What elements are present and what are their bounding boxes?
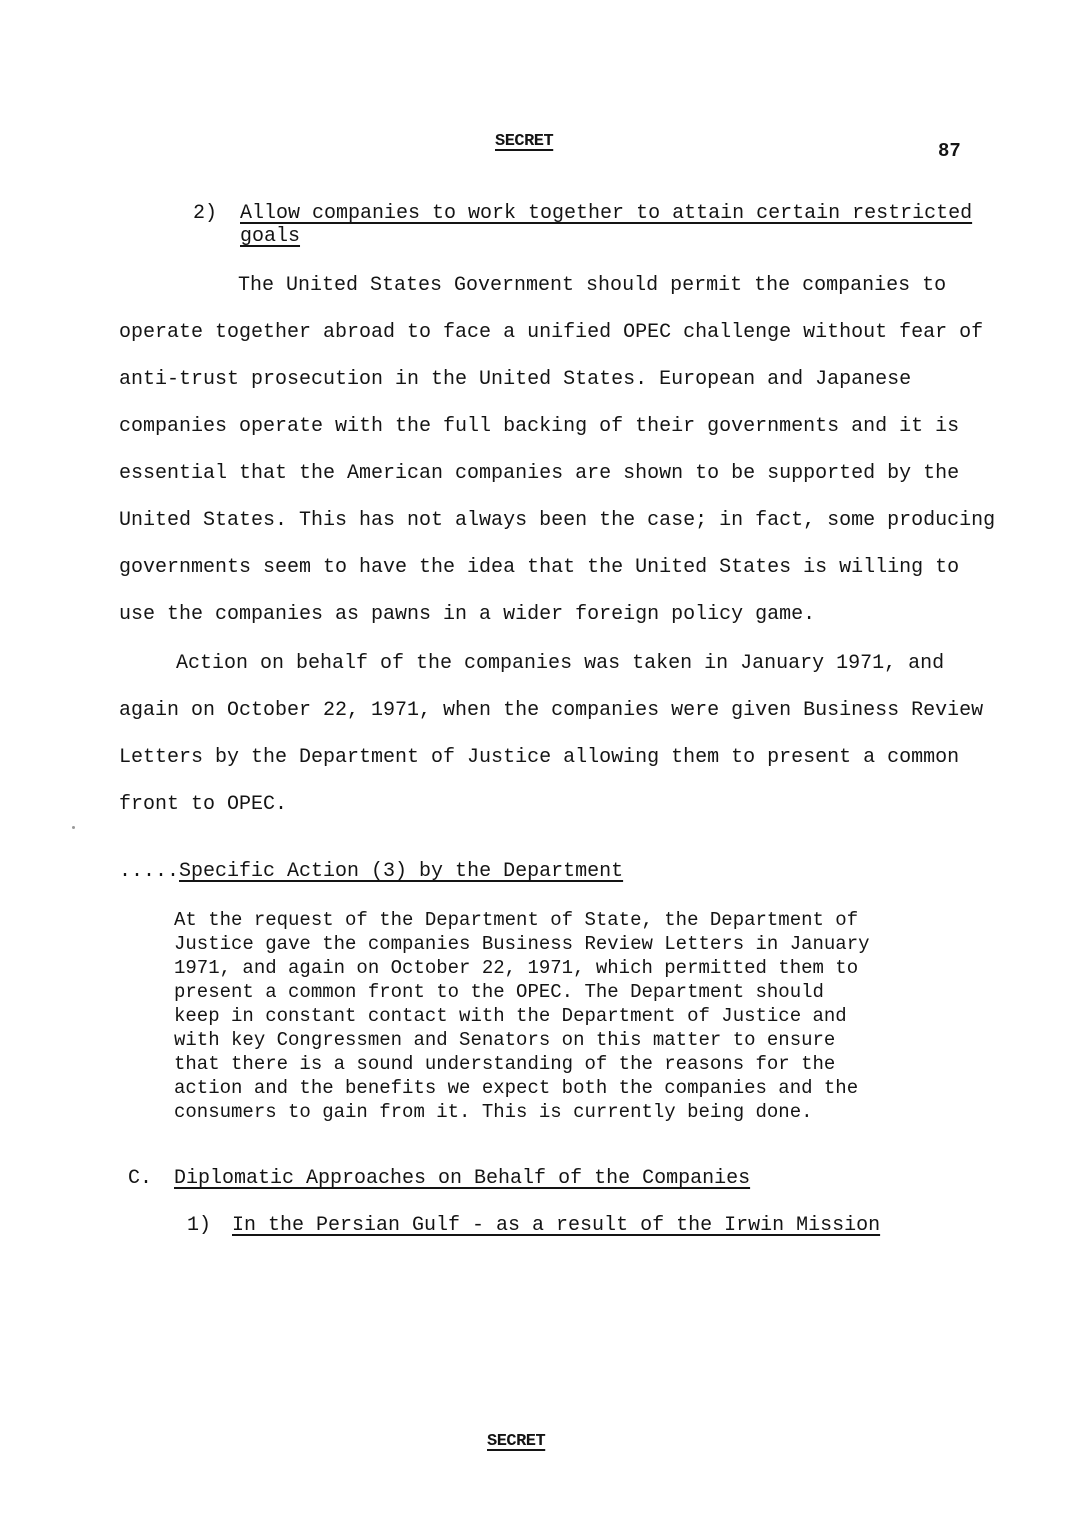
specific-action-heading xyxy=(119,860,623,883)
paragraph-line: The United States Government should permit the companies to xyxy=(238,274,947,297)
paragraph-line: United States. This has not always been the case; in fact, some producing xyxy=(119,509,996,532)
paragraph-line: front to OPEC. xyxy=(119,793,288,816)
paragraph-line: anti-trust prosecution in the United States. European and Japanese xyxy=(119,368,912,391)
paragraph-1 xyxy=(119,262,996,638)
paragraph-line: Action on behalf of the companies was taken in January 1971, and xyxy=(176,652,945,675)
paragraph-line: companies operate with the full backing of their governments and it is xyxy=(119,415,960,438)
action-line: At the request of the Department of State, the Department of xyxy=(174,909,859,931)
section-title-line-2: goals xyxy=(240,225,301,248)
section-number: 2) xyxy=(193,202,218,225)
section-c1-number: 1) xyxy=(187,1214,212,1237)
scan-speck xyxy=(72,826,75,829)
paragraph-line: again on October 22, 1971, when the companies were given Business Review xyxy=(119,699,984,722)
paragraph-line: essential that the American companies are shown to be supported by the xyxy=(119,462,960,485)
page-number: 87 xyxy=(938,140,961,162)
paragraph-line: governments seem to have the idea that the United States is willing to xyxy=(119,556,960,579)
action-line: consumers to gain from it. This is currently being done. xyxy=(174,1101,813,1123)
paragraph-2 xyxy=(119,640,989,828)
header-classification: SECRET xyxy=(495,132,554,151)
specific-action-block xyxy=(174,908,914,1124)
leader-dots: ..... xyxy=(119,860,180,883)
action-line: 1971, and again on October 22, 1971, which permitted them to xyxy=(174,957,859,979)
paragraph-line: use the companies as pawns in a wider foreign policy game. xyxy=(119,603,816,626)
paragraph-line: operate together abroad to face a unified OPEC challenge without fear of xyxy=(119,321,984,344)
action-line: action and the benefits we expect both the companies and the xyxy=(174,1077,859,1099)
section-title-line-1: Allow companies to work together to attain certain restricted xyxy=(240,202,973,225)
specific-action-title: Specific Action (3) by the Department xyxy=(179,860,624,883)
action-line: present a common front to the OPEC. The Department should xyxy=(174,981,824,1003)
action-line: with key Congressmen and Senators on this matter to ensure xyxy=(174,1029,836,1051)
action-line: Justice gave the companies Business Review Letters in January xyxy=(174,933,870,955)
section-c1-title: In the Persian Gulf - as a result of the Irwin Mission xyxy=(232,1214,881,1237)
section-c-title: Diplomatic Approaches on Behalf of the Companies xyxy=(174,1167,751,1190)
section-c-letter: C. xyxy=(128,1167,153,1190)
section-title xyxy=(240,202,972,248)
footer-classification: SECRET xyxy=(487,1432,546,1451)
action-line: keep in constant contact with the Department of Justice and xyxy=(174,1005,847,1027)
paragraph-line: Letters by the Department of Justice allowing them to present a common xyxy=(119,746,960,769)
action-line: that there is a sound understanding of the reasons for the xyxy=(174,1053,836,1075)
